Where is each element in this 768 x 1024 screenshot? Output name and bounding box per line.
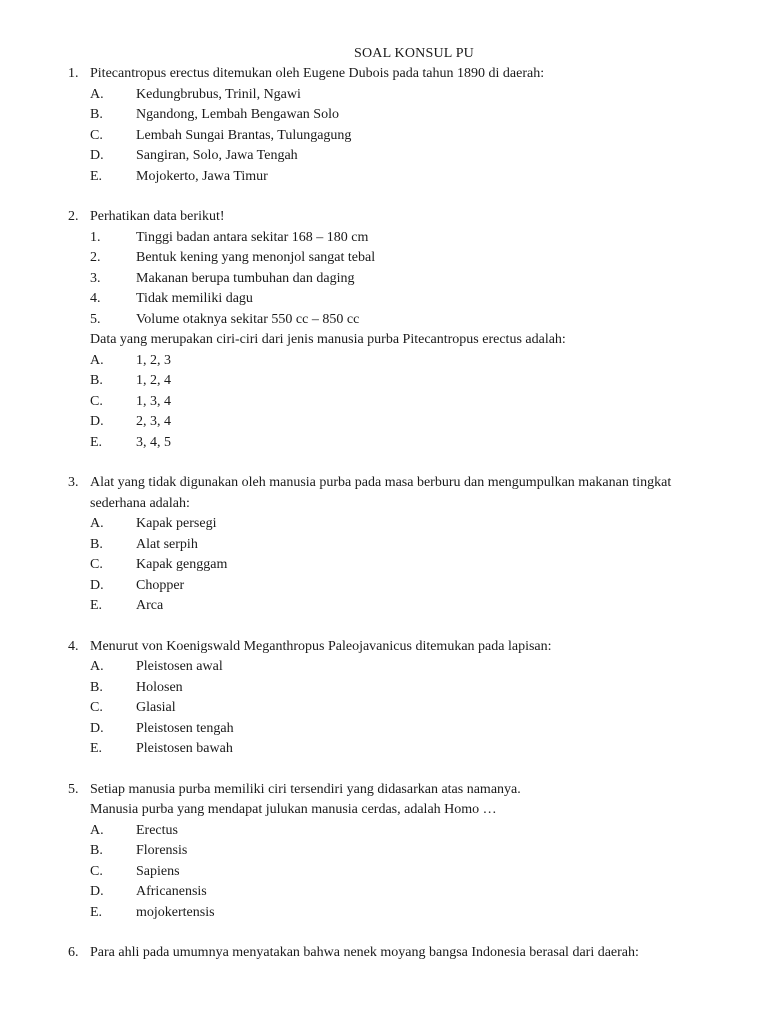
answer-option-text: Chopper	[136, 577, 185, 593]
question-number: 3.	[68, 475, 79, 490]
answer-option-a	[0, 351, 768, 372]
data-item	[0, 289, 768, 310]
question-followup-text: Data yang merupakan ciri-ciri dari jenis manusia purba Pitecantropus erectus adalah:	[90, 332, 566, 347]
answer-option-label: C.	[90, 557, 103, 572]
answer-option-label: B.	[90, 373, 103, 388]
answer-option-label: D.	[90, 884, 104, 899]
question-text: Alat yang tidak digunakan oleh manusia purba pada masa berburu dan mengumpulkan makanan tingkat	[90, 475, 672, 490]
answer-option-label: C.	[90, 863, 103, 879]
question-2	[0, 207, 768, 453]
answer-option-text: Africanensis	[136, 884, 207, 899]
question-number: 4.	[68, 638, 79, 654]
data-item	[0, 269, 768, 290]
answer-option-label: E.	[90, 741, 103, 756]
question-text: Manusia purba yang mendapat julukan manusia cerdas, adalah Homo …	[90, 802, 497, 817]
document-title: SOAL KONSUL PU	[354, 46, 474, 61]
answer-option-a	[0, 821, 768, 842]
answer-option-text: Kapak genggam	[136, 557, 228, 572]
answer-option-text: 1, 2, 3	[136, 352, 171, 368]
question-text-line	[0, 473, 768, 494]
answer-option-text: Mojokerto, Jawa Timur	[136, 168, 268, 184]
answer-option-text: Pleistosen tengah	[136, 720, 234, 736]
answer-option-label: C.	[90, 393, 103, 409]
answer-option-text: Florensis	[136, 843, 188, 858]
question-3	[0, 473, 768, 617]
question-text: Para ahli pada umumnya menyatakan bahwa nenek moyang bangsa Indonesia berasal dari daerah:	[90, 945, 639, 960]
answer-option-e	[0, 167, 768, 188]
question-number: 2.	[68, 209, 79, 224]
data-item-text: Volume otaknya sekitar 550 cc – 850 cc	[136, 311, 360, 327]
answer-option-label: A.	[90, 516, 104, 531]
data-item	[0, 310, 768, 331]
question-list	[0, 64, 768, 964]
answer-option-text: 1, 2, 4	[136, 373, 171, 388]
answer-option-label: A.	[90, 86, 104, 102]
answer-option-b	[0, 678, 768, 699]
question-text-line	[0, 207, 768, 228]
question-text-line	[0, 637, 768, 658]
question-text: sederhana adalah:	[90, 495, 190, 511]
answer-option-text: Lembah Sungai Brantas, Tulungagung	[136, 127, 352, 143]
data-item-number: 3.	[90, 270, 101, 286]
question-number: 1.	[68, 66, 79, 81]
answer-option-c	[0, 392, 768, 413]
answer-option-d	[0, 146, 768, 167]
answer-option-label: D.	[90, 577, 104, 593]
answer-option-text: Pleistosen awal	[136, 659, 223, 674]
answer-option-c	[0, 126, 768, 147]
question-text-line	[0, 780, 768, 801]
answer-option-a	[0, 85, 768, 106]
question-number: 6.	[68, 945, 79, 960]
answer-option-label: C.	[90, 700, 103, 715]
answer-option-a	[0, 514, 768, 535]
answer-option-text: Pleistosen bawah	[136, 741, 233, 756]
question-5	[0, 780, 768, 924]
answer-option-text: Sapiens	[136, 863, 180, 879]
answer-option-label: B.	[90, 107, 103, 122]
answer-option-label: E.	[90, 904, 103, 920]
answer-option-text: Ngandong, Lembah Bengawan Solo	[136, 107, 339, 122]
data-item-text: Bentuk kening yang menonjol sangat tebal	[136, 250, 376, 265]
answer-option-text: Alat serpih	[136, 536, 198, 552]
answer-option-e	[0, 739, 768, 760]
answer-option-b	[0, 105, 768, 126]
question-text: Pitecantropus erectus ditemukan oleh Eugene Dubois pada tahun 1890 di daerah:	[90, 66, 545, 81]
answer-option-b	[0, 535, 768, 556]
answer-option-label: D.	[90, 148, 104, 163]
question-text-line	[0, 943, 768, 964]
answer-option-label: E.	[90, 598, 103, 613]
question-text-line	[0, 494, 768, 515]
answer-option-e	[0, 596, 768, 617]
answer-option-text: Sangiran, Solo, Jawa Tengah	[136, 148, 298, 163]
answer-option-text: 3, 4, 5	[136, 434, 171, 450]
answer-option-a	[0, 657, 768, 678]
answer-option-c	[0, 555, 768, 576]
answer-option-d	[0, 882, 768, 903]
answer-option-text: 2, 3, 4	[136, 414, 171, 429]
answer-option-text: Glasial	[136, 700, 176, 715]
answer-option-label: A.	[90, 659, 104, 674]
question-text: Menurut von Koenigswald Meganthropus Paleojavanicus ditemukan pada lapisan:	[90, 638, 552, 654]
answer-option-label: B.	[90, 536, 103, 552]
data-item-number: 1.	[90, 229, 101, 245]
answer-option-label: E.	[90, 168, 103, 184]
answer-option-e	[0, 433, 768, 454]
answer-option-d	[0, 576, 768, 597]
answer-option-d	[0, 412, 768, 433]
data-item	[0, 248, 768, 269]
question-text-line	[0, 800, 768, 821]
answer-option-b	[0, 841, 768, 862]
question-4	[0, 637, 768, 760]
answer-option-label: D.	[90, 414, 104, 429]
data-item-text: Tinggi badan antara sekitar 168 – 180 cm	[136, 229, 369, 245]
data-item-number: 2.	[90, 250, 101, 265]
data-item-text: Makanan berupa tumbuhan dan daging	[136, 270, 355, 286]
answer-option-text: 1, 3, 4	[136, 393, 171, 409]
data-item-number: 5.	[90, 311, 101, 327]
answer-option-text: mojokertensis	[136, 904, 215, 920]
question-1	[0, 64, 768, 187]
answer-option-text: Kedungbrubus, Trinil, Ngawi	[136, 86, 301, 102]
answer-option-c	[0, 698, 768, 719]
answer-option-d	[0, 719, 768, 740]
data-item-number: 4.	[90, 291, 101, 306]
answer-option-label: B.	[90, 843, 103, 858]
question-followup-line	[0, 330, 768, 351]
answer-option-text: Holosen	[136, 679, 183, 695]
answer-option-label: B.	[90, 679, 103, 695]
answer-option-text: Erectus	[136, 822, 178, 838]
answer-option-b	[0, 371, 768, 392]
answer-option-label: A.	[90, 352, 104, 368]
data-item	[0, 228, 768, 249]
answer-option-e	[0, 903, 768, 924]
answer-option-label: A.	[90, 822, 104, 838]
answer-option-label: D.	[90, 720, 104, 736]
answer-option-text: Kapak persegi	[136, 516, 217, 531]
answer-option-text: Arca	[136, 598, 164, 613]
answer-option-label: E.	[90, 434, 103, 450]
question-number: 5.	[68, 781, 79, 797]
question-6	[0, 943, 768, 964]
question-text: Setiap manusia purba memiliki ciri tersendiri yang didasarkan atas namanya.	[90, 781, 521, 797]
question-text: Perhatikan data berikut!	[90, 209, 225, 224]
question-text-line	[0, 64, 768, 85]
data-item-text: Tidak memiliki dagu	[136, 291, 253, 306]
answer-option-label: C.	[90, 127, 103, 143]
answer-option-c	[0, 862, 768, 883]
document-page	[0, 44, 768, 984]
